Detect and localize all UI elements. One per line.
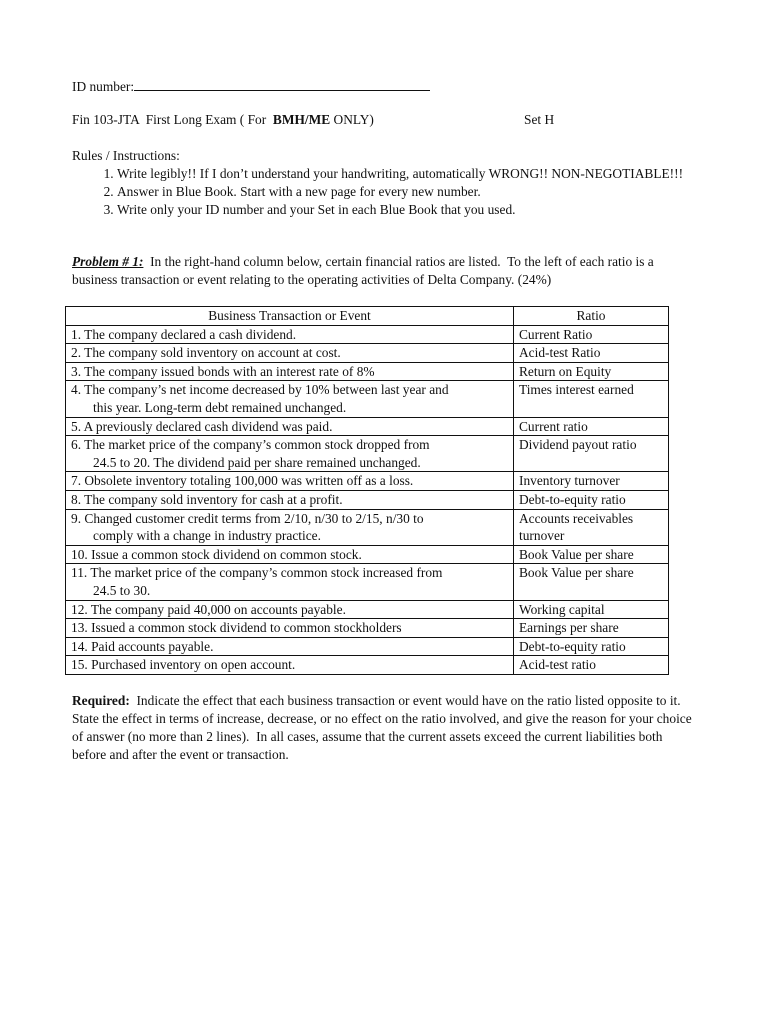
- transaction-cell: [66, 344, 514, 363]
- ratio-cell: Return on Equity: [514, 362, 669, 381]
- ratio-cell: Debt-to-equity ratio: [514, 490, 669, 509]
- ratio-cell: Book Value per share: [514, 545, 669, 564]
- transaction-text-continued: this year. Long-term debt remained unchanged.: [93, 399, 347, 415]
- table-row: [66, 381, 669, 417]
- transaction-cell: [66, 637, 514, 656]
- ratio-cell: Acid-test Ratio: [514, 344, 669, 363]
- transaction-cell: [66, 362, 514, 381]
- table-row: [66, 600, 669, 619]
- exam-title-line: [72, 111, 672, 129]
- table-row: [66, 637, 669, 656]
- table-body: [66, 325, 669, 674]
- required-label: Required:: [72, 693, 130, 708]
- transaction-text: 2. The company sold inventory on account at cost.: [71, 345, 341, 361]
- id-number-blank: [134, 76, 430, 91]
- transaction-text-continued: 24.5 to 30.: [93, 582, 151, 598]
- transaction-cell: [66, 564, 514, 600]
- table-row: [66, 490, 669, 509]
- column-header-event: Business Transaction or Event: [66, 307, 514, 326]
- table-row: [66, 436, 669, 472]
- exam-title-prefix: Fin 103-JTA First Long Exam ( For: [72, 112, 273, 127]
- transaction-text: 15. Purchased inventory on open account.: [71, 657, 296, 673]
- transaction-text: 7. Obsolete inventory totaling 100,000 was written off as a loss.: [71, 473, 414, 489]
- transaction-cell: [66, 325, 514, 344]
- id-number-label: ID number:: [72, 79, 135, 94]
- table-row: [66, 564, 669, 600]
- transaction-cell: [66, 381, 514, 417]
- rules-list: [72, 165, 692, 219]
- ratio-cell: Acid-test ratio: [514, 656, 669, 675]
- ratio-cell: Times interest earned: [514, 381, 669, 417]
- transaction-cell: [66, 417, 514, 436]
- transaction-text: 10. Issue a common stock dividend on common stock.: [71, 546, 362, 562]
- problem-text: In the right-hand column below, certain financial ratios are listed. To the left of each ratio is a business transaction or event relating to the operating activities of Delta Company. (24%): [72, 254, 658, 287]
- ratio-cell: Working capital: [514, 600, 669, 619]
- transaction-cell: [66, 490, 514, 509]
- table-row: [66, 325, 669, 344]
- table-row: [66, 656, 669, 675]
- ratio-cell: Dividend payout ratio: [514, 436, 669, 472]
- transaction-text-continued: comply with a change in industry practice.: [93, 528, 321, 544]
- transaction-text: 3. The company issued bonds with an interest rate of 8%: [71, 363, 375, 379]
- required-statement: [72, 692, 696, 764]
- required-text: Indicate the effect that each business transaction or event would have on the ratio listed opposite to it. State the effect in terms of increase, decrease, or no effect on the ratio involved, and give the reason for your choice of answer (no more than 2 lines). In all cases, assume that the current assets exceed the current liabilities both before and after the event or transaction.: [72, 693, 696, 762]
- id-number-line: [72, 76, 430, 96]
- ratio-cell: Accounts receivables turnover: [514, 509, 669, 545]
- problem-label: Problem # 1:: [72, 254, 144, 269]
- transaction-text: 11. The market price of the company’s common stock increased from: [71, 565, 443, 581]
- rule-item: 2. Answer in Blue Book. Start with a new page for every new number.: [117, 183, 692, 201]
- table-row: [66, 545, 669, 564]
- ratio-cell: Book Value per share: [514, 564, 669, 600]
- table-header-row: [66, 307, 669, 326]
- transaction-cell: [66, 436, 514, 472]
- ratio-cell: Current Ratio: [514, 325, 669, 344]
- table-row: [66, 472, 669, 491]
- transaction-text: 14. Paid accounts payable.: [71, 638, 214, 654]
- ratio-cell: Debt-to-equity ratio: [514, 637, 669, 656]
- column-header-ratio: Ratio: [514, 307, 669, 326]
- table-row: [66, 619, 669, 638]
- exam-set-label: Set H: [524, 112, 555, 127]
- transaction-text: 6. The market price of the company’s common stock dropped from: [71, 437, 430, 453]
- transaction-text: 8. The company sold inventory for cash at a profit.: [71, 491, 343, 507]
- exam-title-program: BMH/ME: [272, 112, 331, 127]
- transaction-text-continued: 24.5 to 20. The dividend paid per share remained unchanged.: [93, 454, 421, 470]
- rules-section: [72, 147, 692, 219]
- transaction-cell: [66, 509, 514, 545]
- transaction-cell: [66, 472, 514, 491]
- rule-item: 3. Write only your ID number and your Set in each Blue Book that you used.: [117, 201, 692, 219]
- transaction-cell: [66, 619, 514, 638]
- transaction-text: 1. The company declared a cash dividend.: [71, 326, 297, 342]
- transaction-text: 12. The company paid 40,000 on accounts payable.: [71, 601, 346, 617]
- transaction-cell: [66, 600, 514, 619]
- transaction-text: 9. Changed customer credit terms from 2/10, n/30 to 2/15, n/30 to: [71, 510, 424, 526]
- rule-item: 1. Write legibly!! If I don’t understand your handwriting, automatically WRONG!! NON-NEGOTIABLE!!!: [117, 165, 692, 183]
- transaction-cell: [66, 656, 514, 675]
- exam-title-suffix: ONLY): [330, 112, 374, 127]
- problem-statement: [72, 253, 692, 289]
- transaction-text: 13. Issued a common stock dividend to common stockholders: [71, 620, 402, 636]
- transaction-cell: [66, 545, 514, 564]
- transaction-text: 4. The company’s net income decreased by 10% between last year and: [71, 382, 449, 398]
- table-row: [66, 344, 669, 363]
- ratio-cell: Current ratio: [514, 417, 669, 436]
- rules-title: Rules / Instructions:: [72, 148, 180, 163]
- transaction-text: 5. A previously declared cash dividend was paid.: [71, 418, 333, 434]
- ratio-cell: Earnings per share: [514, 619, 669, 638]
- table-row: [66, 362, 669, 381]
- table-row: [66, 509, 669, 545]
- ratio-cell: Inventory turnover: [514, 472, 669, 491]
- table-row: [66, 417, 669, 436]
- transactions-table: [65, 306, 669, 675]
